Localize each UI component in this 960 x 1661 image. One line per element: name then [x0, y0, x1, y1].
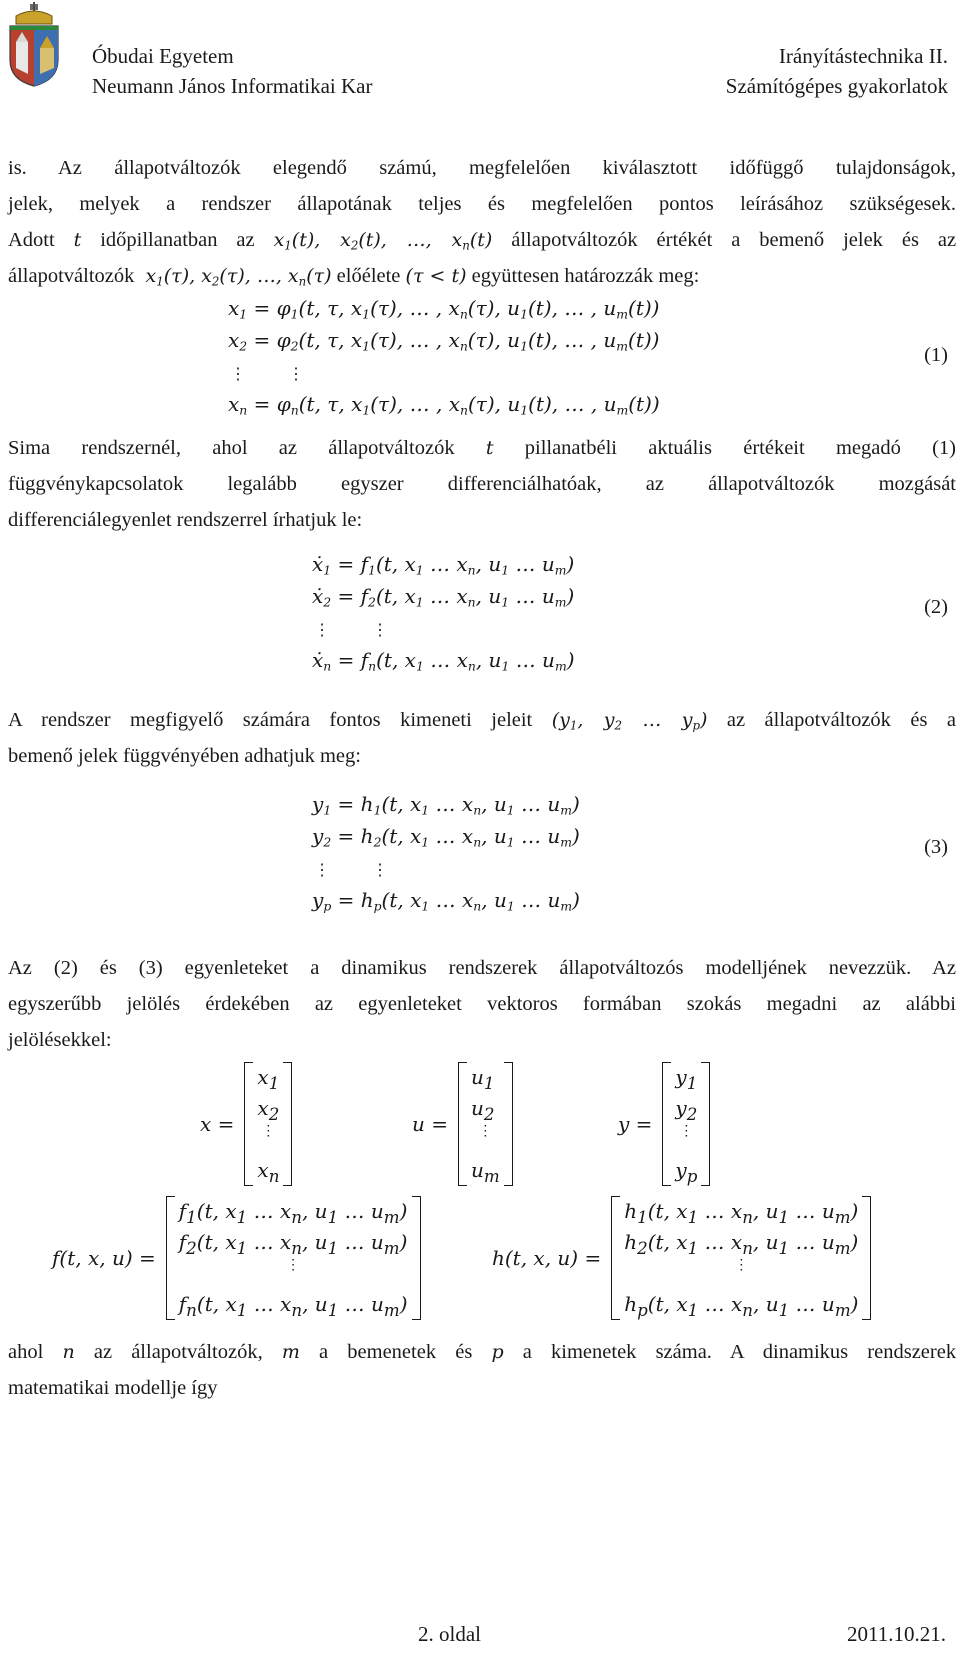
vector-u: u = $u_1$ $u_2$ ⋮ $u_m$ — [412, 1062, 513, 1186]
p5-line1-b: az állapotváltozók, — [93, 1341, 263, 1363]
p1-line4: állapotváltozók $x_1(\tau)$, $x_2(\tau)$, …, $x_n(\tau)$ előélete (τ < t) együttesen határozzák meg: — [8, 265, 700, 289]
footer-page-number: 2. oldal — [418, 1622, 481, 1646]
p5-line1-c: a bemenetek és — [319, 1341, 473, 1363]
p2-line1-a: Sima rendszernél, ahol az állapotváltozók — [8, 437, 455, 459]
paragraph-state-variables — [8, 150, 956, 294]
header-course-subtitle: Számítógépes gyakorlatok — [725, 74, 948, 98]
p2-line1: Sima rendszernél, ahol az állapotváltozók t pillanatbéli aktuális értékeit megadó (1) — [8, 437, 956, 459]
p3-line1-b: az állapotváltozók és a — [726, 709, 956, 731]
p5-line1-d: a kimenetek száma. A dinamikus rendszerek — [522, 1341, 957, 1363]
p1-line4-c: együttesen határozzák meg: — [471, 265, 700, 287]
p4-line2: egyszerűbb jelölés érdekében az egyenleteket vektoros formában szokás megadni az alábbi — [8, 993, 956, 1015]
equation-1-number: (1) — [924, 344, 948, 366]
p5-line2: matematikai modellje így — [8, 1377, 218, 1399]
p3-line2: bemenő jelek függvényében adhatjuk meg: — [8, 745, 361, 767]
p1-line3-a: Adott — [8, 229, 55, 251]
header-university: Óbudai Egyetem — [92, 44, 234, 68]
p1-line3-b: időpillanatban az — [100, 229, 255, 251]
p3-line1: A rendszer megfigyelő számára fontos kimeneti jeleit ($y_1$, $y_2$ … $y_p$) az állapotváltozók és a — [8, 709, 956, 733]
p2-line2: függvénykapcsolatok legalább egyszer differenciálhatóak, az állapotváltozók mozgását — [8, 473, 956, 495]
equation-3: $y_1 = h_1(t$, $x_1$ … $x_n$, $u_1$ … $u_m$) $y_2 = h_2(t$, $x_1$ … $x_n$, $u_1$ … $u_m$) ⋮ ⋮ $y_p = h_p(t$, $x_1$ … $x_n$, $u_1$ … $u_m$) — [312, 792, 580, 914]
header-faculty: Neumann János Informatikai Kar — [92, 74, 373, 98]
p5-line1: ahol n az állapotváltozók, m a bemenetek és p a kimenetek száma. A dinamikus rendszerek — [8, 1341, 957, 1363]
p2-line3: differenciálegyenlet rendszerrel írhatjuk le: — [8, 509, 363, 531]
paragraph-dimensions — [8, 1334, 956, 1406]
vector-h: h(t, x, u) = $h_1(t$, $x_1$ … $x_n$, $u_1$ … $u_m$) $h_2(t$, $x_1$ … $x_n$, $u_1$ … $u_m$) ⋮ $h_p(t$, $x_1$ … $x_n$, $u_1$ … $u_m$) — [492, 1196, 871, 1320]
p1-line2: jelek, melyek a rendszer állapotának teljes és megfelelően pontos leírásához szükségesek. — [8, 193, 956, 215]
p5-line1-a: ahol — [8, 1341, 44, 1363]
p2-line1-b: pillanatbéli aktuális értékeit megadó (1) — [524, 437, 956, 459]
p1-line4-a: állapotváltozók — [8, 265, 135, 287]
p1-line4-b: előélete — [336, 265, 401, 287]
paragraph-state-space-model — [8, 950, 956, 1058]
vector-x: x = $x_1$ $x_2$ ⋮ $x_n$ — [200, 1062, 292, 1186]
p1-line3: Adott t időpillanatban az $x_1(t)$, $x_2(t)$, …, $x_n(t)$ állapotváltozók értékét a bemenő jelek és az — [8, 229, 957, 253]
equation-3-number: (3) — [924, 836, 948, 858]
p4-line1: Az (2) és (3) egyenleteket a dinamikus rendszerek állapotváltozós modelljének nevezzük. Az — [8, 957, 956, 979]
paragraph-smooth-systems — [8, 430, 956, 538]
equation-1: $x_1 = \varphi_1(t$, τ, $x_1(\tau)$, … , $x_n(\tau)$, $u_1(t)$, … , $u_m(t)$) $x_2 = \varphi_2(t$, τ, $x_1(\tau)$, … , $x_n(\tau)$, $u_1(t)$, … , $u_m(t)$) ⋮ ⋮ $x_n = \varphi_n(t$, τ, $x_1(\tau)$, … , $x_n(\tau)$, $u_1(t)$, … , $u_m(t)$) — [228, 296, 660, 418]
p1-line3-c: állapotváltozók értékét a bemenő jelek és az — [511, 229, 957, 251]
p3-line1-a: A rendszer megfigyelő számára fontos kimeneti jeleit — [8, 709, 533, 731]
vector-f: f(t, x, u) = $f_1(t$, $x_1$ … $x_n$, $u_1$ … $u_m$) $f_2(t$, $x_1$ … $x_n$, $u_1$ … $u_m$) ⋮ $f_n(t$, $x_1$ … $x_n$, $u_1$ … $u_m$) — [52, 1196, 421, 1320]
header-institution — [92, 41, 373, 101]
header-course-title: Irányítástechnika II. — [778, 44, 948, 68]
footer-date: 2011.10.21. — [847, 1622, 946, 1646]
paragraph-outputs — [8, 702, 956, 774]
p1-line1: is. Az állapotváltozók elegendő számú, megfelelően kiválasztott időfüggő tulajdonságok, — [8, 157, 956, 179]
equation-2-number: (2) — [924, 596, 948, 618]
vector-y: y = $y_1$ $y_2$ ⋮ $y_p$ — [618, 1062, 710, 1186]
university-crest-logo — [6, 2, 62, 88]
p4-line3: jelölésekkel: — [8, 1029, 112, 1051]
header-course — [726, 41, 948, 101]
equation-2: ẋ$_1$ = $f_1(t$, $x_1$ … $x_n$, $u_1$ … $u_m$) ẋ$_2$ = $f_2(t$, $x_1$ … $x_n$, $u_1$ … $u_m$) ⋮ ⋮ ẋ$_n$ = $f_n(t$, $x_1$ … $x_n$, $u_1$ … $u_m$) — [312, 552, 575, 674]
